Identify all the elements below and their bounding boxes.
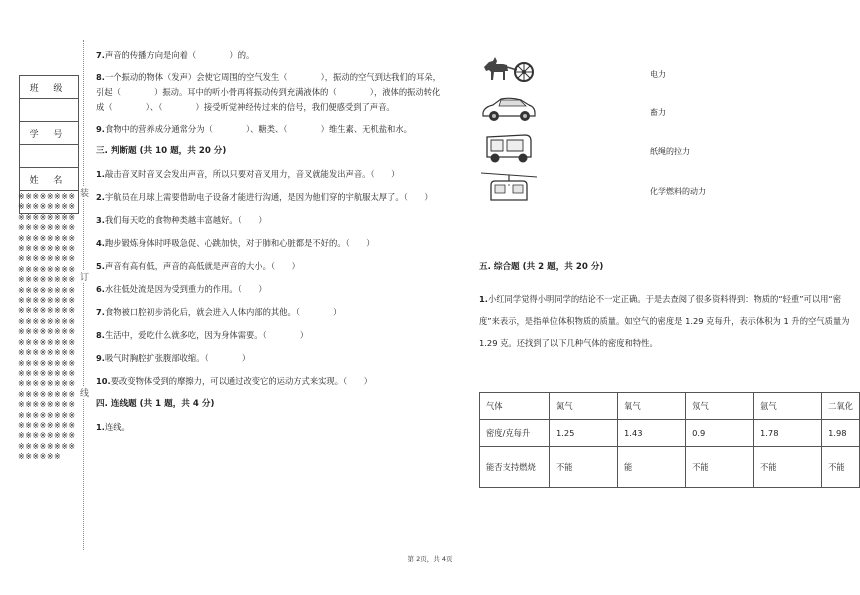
table-cell: 不能 [549,447,617,488]
student-id-field[interactable] [20,145,79,168]
binding-line [83,40,84,550]
name-label: 姓 名 [20,168,79,191]
table-cell: 氩气 [754,393,822,420]
car-icon [481,92,537,126]
class-field[interactable] [20,99,79,122]
table-cell: 1.43 [618,420,686,447]
binding-mark-zhuang: 装 [80,186,89,199]
judge-section-heading: 三. 判断题 (共 10 题，共 20 分) [96,146,227,156]
match-option-animal: 畜力 [650,108,666,117]
table-cell: 氮气 [549,393,617,420]
table-cell: 二氧化 [822,393,860,420]
class-label: 班 级 [20,76,79,99]
matching-section-heading: 四. 连线题 (共 1 题，共 4 分) [96,399,215,409]
tuk-tuk-icon [481,131,537,165]
judge-question: 5.声音有高有低，声音的高低就是声音的大小。（ ） [96,261,300,271]
binding-mark-xian: 线 [80,386,89,399]
match-option-electric: 电力 [650,70,666,79]
table-cell: 能否支持燃烧 [480,447,550,488]
table-cell: 1.98 [822,420,860,447]
student-id-label: 学 号 [20,122,79,145]
table-cell: 1.78 [754,420,822,447]
table-cell: 能 [618,447,686,488]
table-cell: 氖气 [686,393,754,420]
table-cell: 密度/克每升 [480,420,550,447]
judge-question: 3.我们每天吃的食物种类越丰富越好。（ ） [96,215,267,225]
table-cell: 1.25 [549,420,617,447]
binding-star-pattern: ※※※※※※※※※※※※※※※※※※※※※※※※※※※※※※※※※※※※※※※※※※※※※※※※※※※※※※※※※※※※※※※※※※※※※※※※※※※※※※※※※※※※※※※※※※※※※※※※※※※※※※※※※※※※※※※※※※※※※※※※※※※※※※※※※※※※※※※※※※※※※※※※※※※※※※※※※※※※※※※※※※※※※※※※※※※※※※※※※※※※※※※※※※※※※※※※※※※※※※※※※※※※※※ [18,192,76,462]
match-option-rope: 纸绳的拉力 [650,147,690,156]
judge-question: 6.水往低处流是因为受到重力的作用。（ ） [96,284,267,294]
page-footer: 第 2页，共 4页 [407,555,453,563]
judge-question: 8.生活中，爱吃什么就多吃，因为身体需要。（ ） [96,330,309,340]
fill-question-7: 7.声音的传播方向是向着（ ）的。 [96,50,255,60]
table-cell: 不能 [754,447,822,488]
cable-car-icon [481,170,537,204]
comprehensive-question: 1.小红同学觉得小明同学的结论不一定正确。于是去查阅了很多资料得到：物质的“轻重”可以用“密度”来表示，是指单位体积物质的质量。如空气的密度是 1.29 克每升，表示体积为 1 升的空气质量为 1.29 克。还找到了以下几种气体的密度和特性。 [479,294,850,348]
table-cell: 氧气 [618,393,686,420]
match-option-fuel: 化学燃料的动力 [650,187,706,196]
judge-question: 10.要改变物体受到的摩擦力，可以通过改变它的运动方式来实现。（ ） [96,376,373,386]
table-cell: 不能 [822,447,860,488]
right-column [479,256,860,361]
comprehensive-section-heading: 五. 综合题 (共 2 题，共 20 分) [479,262,604,272]
binding-mark-ding: 订 [80,270,89,283]
gas-density-table [479,392,860,488]
table-cell: 气体 [480,393,550,420]
horse-cart-icon [481,53,537,87]
fill-question-8: 8.一个振动的物体（发声）会使它周围的空气发生（ ），振动的空气到达我们的耳朵，引起（ ）振动。耳中的听小骨再将振动传到充满液体的（ ），液体的振动转化成（ ）、（ ）接受听觉神经传过来的信号，我们便感受到了声音。 [96,72,441,112]
left-column [96,48,446,442]
judge-question: 1.敲击音叉时音叉会发出声音，所以只要对音叉用力，音叉就能发出声音。（ ） [96,169,400,179]
table-cell: 0.9 [686,420,754,447]
fill-question-9: 9.食物中的营养成分通常分为（ ）、糖类、（ ）维生素、无机盐和水。 [96,124,412,134]
judge-question: 2.宇航员在月球上需要借助电子设备才能进行沟通，是因为他们穿的宇航服太厚了。（ ） [96,192,433,202]
judge-question: 4.跑步锻炼身体时呼吸急促、心跳加快，对于肺和心脏都是不好的。（ ） [96,238,375,248]
judge-question: 9.吸气时胸腔扩张腹部收缩。（ ） [96,353,251,363]
table-cell: 不能 [686,447,754,488]
matching-question: 1.连线。 [96,422,130,432]
judge-question: 7.食物被口腔初步消化后，就会进入人体内部的其他。（ ） [96,307,342,317]
